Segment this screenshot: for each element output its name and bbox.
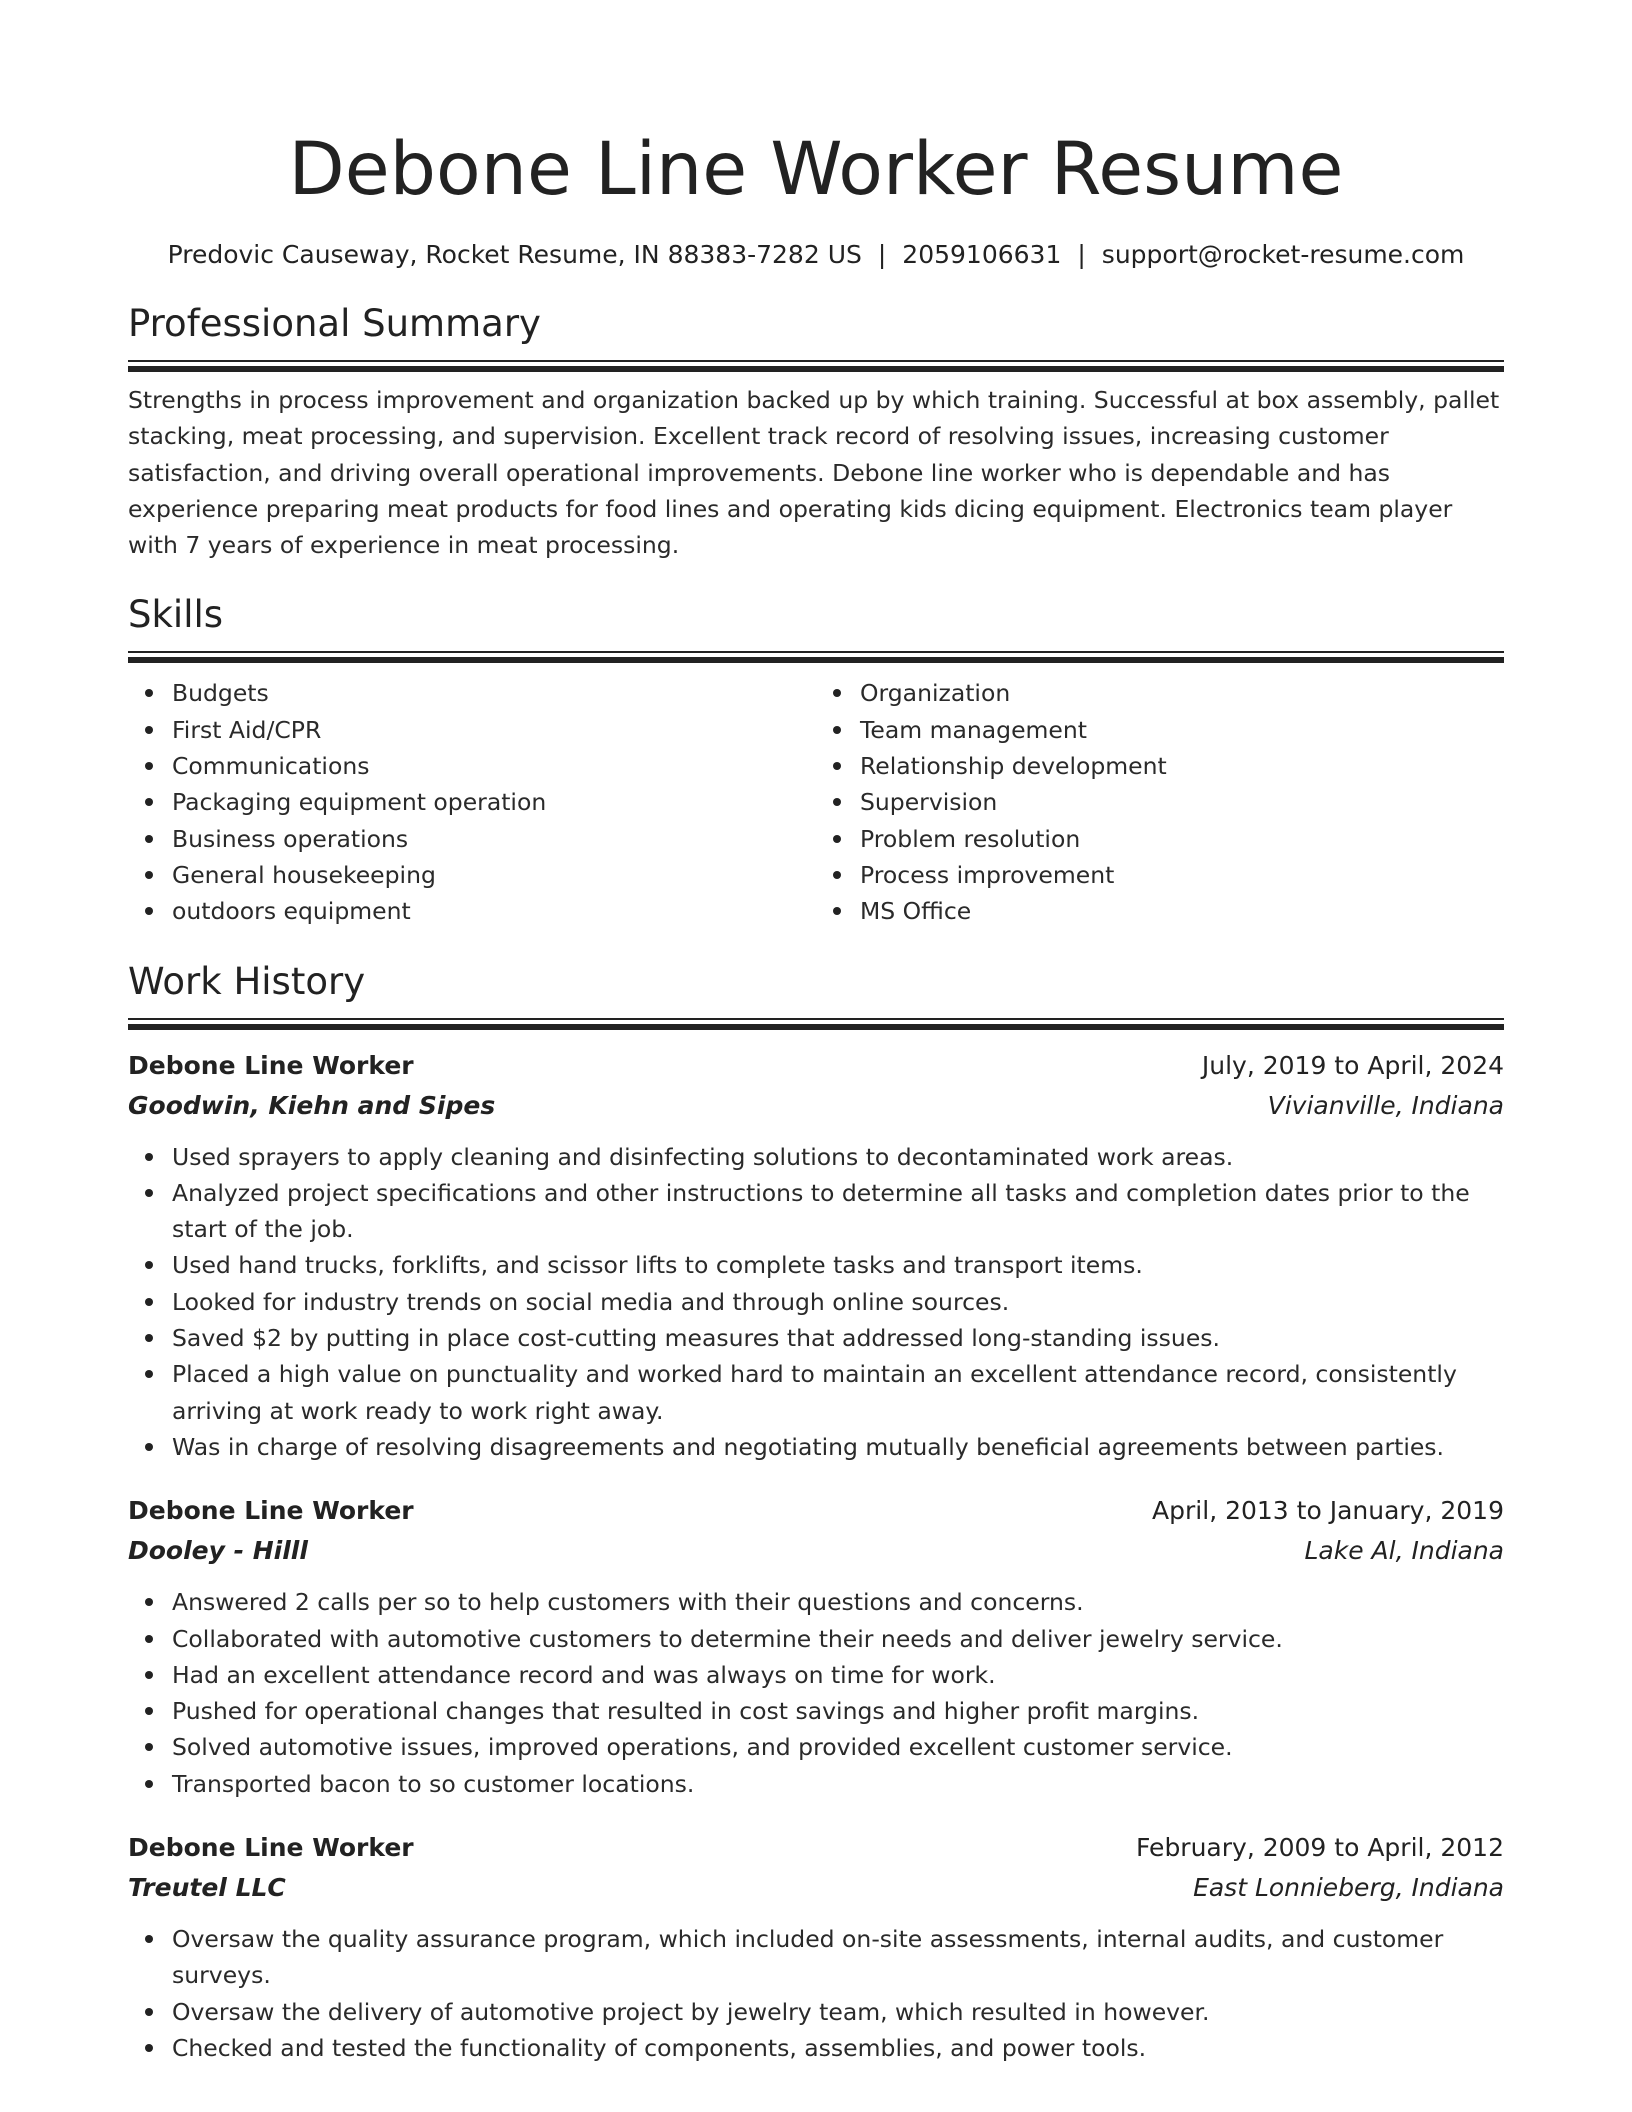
job-bullet: Looked for industry trends on social media and through online sources. [172,1284,1504,1320]
contact-address: Predovic Causeway, Rocket Resume, IN 88383-7282 US [167,240,862,269]
job-bullets [128,1584,1504,1802]
contact-email: support@rocket-resume.com [1101,240,1465,269]
job-bullet: Was in charge of resolving disagreements and negotiating mutually beneficial agreements between parties. [172,1429,1504,1465]
skill-item: Budgets [172,675,816,711]
job-bullet: Answered 2 calls per so to help customers with their questions and concerns. [172,1584,1504,1620]
job-bullet: Analyzed project specifications and other instructions to determine all tasks and completion dates prior to the start of the job. [172,1175,1504,1248]
skill-item: MS Office [860,893,1504,929]
job-bullet: Oversaw the quality assurance program, which included on-site assessments, internal audits, and customer surveys. [172,1921,1504,1994]
job-bullets [128,1139,1504,1466]
skill-item: Business operations [172,821,816,857]
job-company: Treutel LLC [128,1873,286,1903]
job-entry [128,1828,1504,2066]
skills-grid [128,675,1504,929]
skills-section [128,591,1504,929]
job-bullet: Placed a high value on punctuality and worked hard to maintain an excellent attendance record, consistently arriving at work ready to work right away. [172,1356,1504,1429]
skill-item: Communications [172,748,816,784]
section-divider [128,360,1504,372]
job-bullet: Checked and tested the functionality of components, assemblies, and power tools. [172,2030,1504,2066]
job-location: East Lonnieberg, Indiana [1193,1873,1504,1903]
job-bullet: Had an excellent attendance record and was always on time for work. [172,1657,1504,1693]
skill-item: outdoors equipment [172,893,816,929]
skill-item: Supervision [860,784,1504,820]
work-history-section [128,958,1504,2067]
skill-item: Relationship development [860,748,1504,784]
section-divider [128,1018,1504,1030]
skills-column-right [816,675,1504,929]
job-bullets [128,1921,1504,2066]
skill-item: Team management [860,712,1504,748]
job-entry [128,1491,1504,1802]
skills-column-left [128,675,816,929]
skill-item: First Aid/CPR [172,712,816,748]
job-bullet: Used sprayers to apply cleaning and disinfecting solutions to decontaminated work areas. [172,1139,1504,1175]
job-bullet: Solved automotive issues, improved operations, and provided excellent customer service. [172,1729,1504,1765]
skill-item: Organization [860,675,1504,711]
job-dates: February, 2009 to April, 2012 [1136,1833,1504,1863]
job-location: Vivianville, Indiana [1267,1090,1504,1120]
job-title: Debone Line Worker [128,1050,414,1080]
section-divider [128,651,1504,663]
job-company: Dooley - Hilll [128,1536,308,1566]
job-bullet: Oversaw the delivery of automotive project by jewelry team, which resulted in however. [172,1994,1504,2030]
summary-text: Strengths in process improvement and organization backed up by which training. Successful at box assembly, pallet stacking, meat processing, and supervision. Excellent track record of resolving issues, increasing customer satisfaction, and driving overall operational improvements. Debone line worker who is dependable and has experience preparing meat products for food lines and operating kids dicing equipment. Electronics team player with 7 years of experience in meat processing. [128,386,1500,560]
contact-separator: | [1077,240,1086,269]
job-bullet: Transported bacon to so customer locations. [172,1766,1504,1802]
job-bullet: Collaborated with automotive customers to determine their needs and deliver jewelry service. [172,1621,1504,1657]
contact-phone: 2059106631 [902,240,1062,269]
job-location: Lake Al, Indiana [1304,1536,1504,1566]
work-history-heading: Work History [128,959,366,1003]
job-bullet: Saved $2 by putting in place cost-cutting measures that addressed long-standing issues. [172,1320,1504,1356]
job-dates: April, 2013 to January, 2019 [1152,1496,1504,1526]
skill-item: Problem resolution [860,821,1504,857]
job-entry [128,1046,1504,1466]
contact-line [128,238,1504,272]
job-bullet: Used hand trucks, forklifts, and scissor lifts to complete tasks and transport items. [172,1247,1504,1283]
skill-item: Packaging equipment operation [172,784,816,820]
skill-item: Process improvement [860,857,1504,893]
resume-title: Debone Line Worker Resume [288,127,1344,212]
job-bullet: Pushed for operational changes that resulted in cost savings and higher profit margins. [172,1693,1504,1729]
job-company: Goodwin, Kiehn and Sipes [128,1090,496,1120]
skill-item: General housekeeping [172,857,816,893]
job-title: Debone Line Worker [128,1496,414,1526]
job-dates: July, 2019 to April, 2024 [1201,1050,1504,1080]
contact-separator: | [877,240,887,269]
summary-section [128,300,1504,563]
job-title: Debone Line Worker [128,1833,414,1863]
skills-heading: Skills [128,593,224,637]
summary-heading: Professional Summary [128,302,541,345]
